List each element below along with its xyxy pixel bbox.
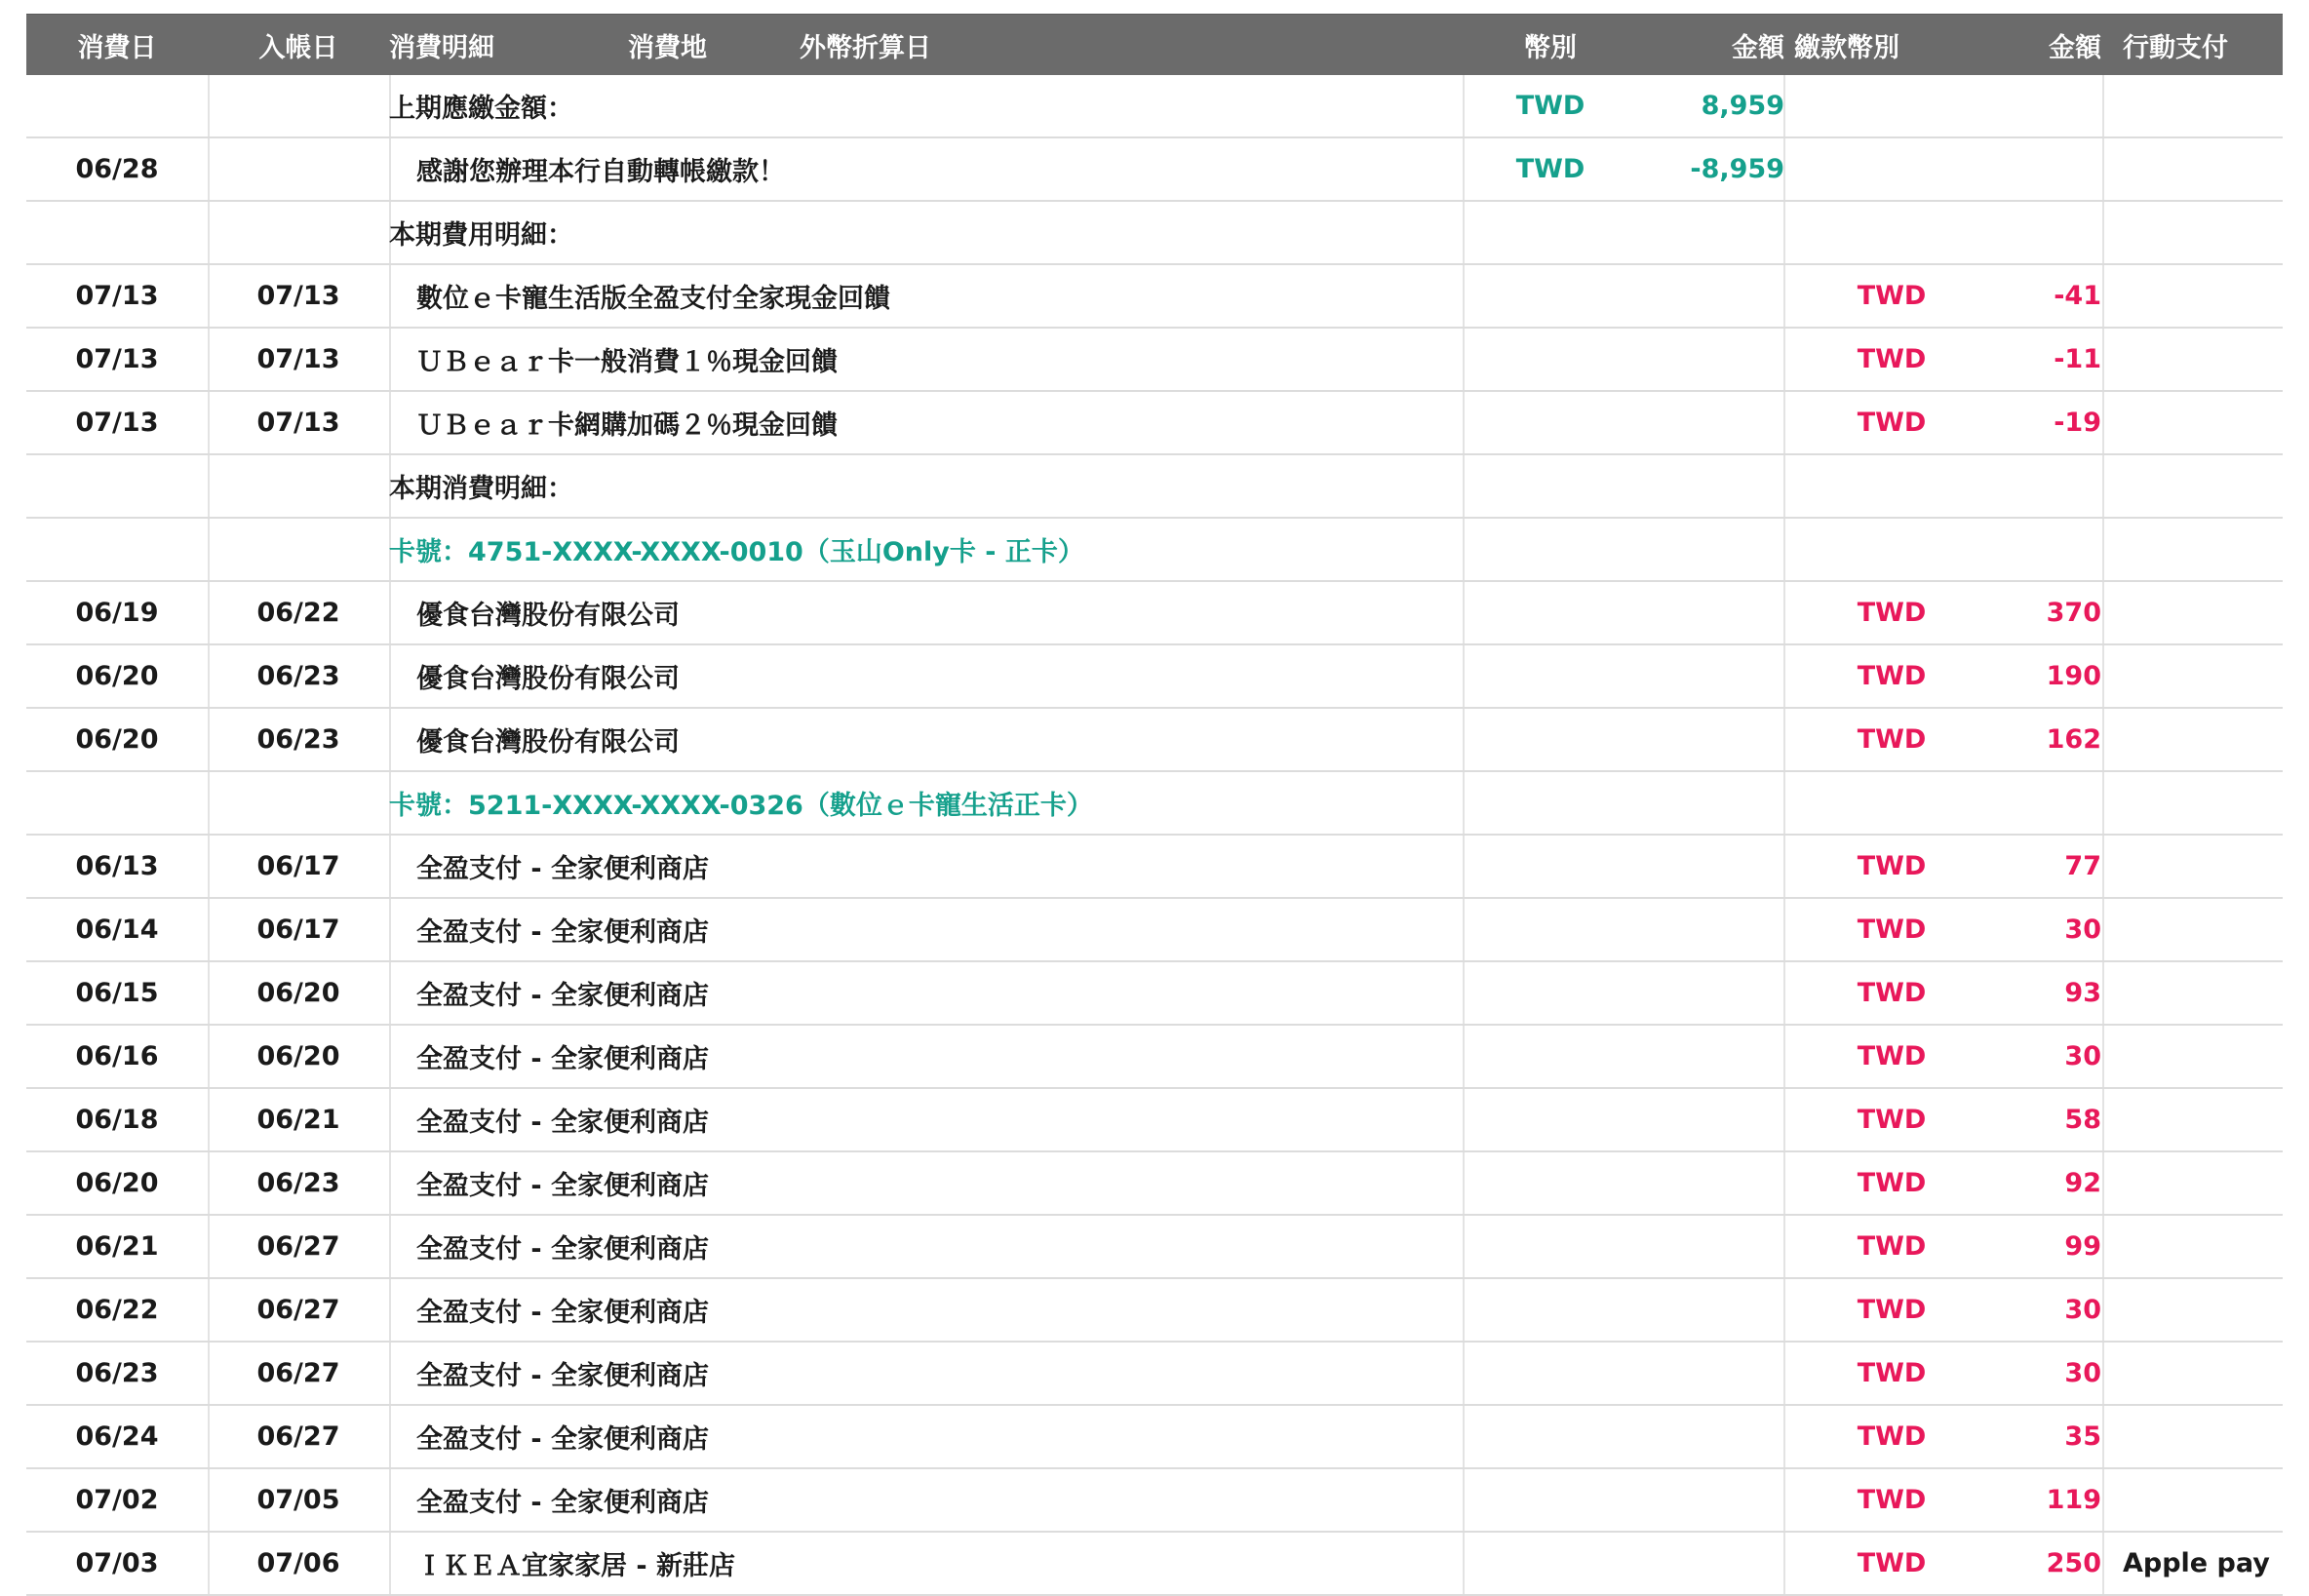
- amount: [1638, 455, 1784, 517]
- section-heading-row: [26, 455, 2283, 519]
- mobile-pay: [2123, 1469, 2279, 1531]
- description: 感謝您辦理本行自動轉帳繳款！: [416, 157, 785, 187]
- mobile-pay: [2123, 709, 2279, 770]
- payment-currency: TWD: [1857, 915, 1927, 945]
- section-heading-row: [26, 202, 2283, 265]
- currency: [1463, 1406, 1638, 1467]
- posting-date: [208, 138, 389, 200]
- payment-amount: 250: [2046, 1548, 2101, 1578]
- description: 全盈支付 - 全家便利商店: [416, 981, 710, 1011]
- payment-amount: 30: [2064, 1041, 2101, 1071]
- payment-amount: 30: [2064, 1358, 2101, 1388]
- transaction-date: 07/13: [75, 281, 159, 311]
- currency: [1463, 202, 1638, 263]
- column-divider: [2102, 1406, 2104, 1467]
- transaction-date: 06/13: [75, 851, 159, 881]
- amount: [1638, 329, 1784, 390]
- mobile-pay: [2123, 329, 2279, 390]
- column-divider: [2102, 836, 2104, 897]
- table-row: [26, 1279, 2283, 1343]
- currency: [1463, 582, 1638, 643]
- table-row: [26, 899, 2283, 962]
- amount: [1638, 1533, 1784, 1594]
- amount: [1638, 265, 1784, 327]
- mobile-pay: [2123, 1406, 2279, 1467]
- payment-currency: TWD: [1857, 598, 1927, 628]
- table-row: [26, 1026, 2283, 1089]
- description: ＵＢｅａｒ卡網購加碼２％現金回饋: [416, 410, 838, 441]
- transaction-date: 06/16: [75, 1041, 159, 1071]
- payment-currency: TWD: [1857, 978, 1927, 1008]
- column-divider: [2102, 899, 2104, 960]
- payment-amount: 30: [2064, 1295, 2101, 1325]
- mobile-pay: [2123, 1279, 2279, 1341]
- mobile-pay: [2123, 772, 2279, 834]
- table-row: [26, 1406, 2283, 1469]
- posting-date: 06/23: [256, 724, 340, 755]
- table-row: [26, 962, 2283, 1026]
- col-header-amount: 金額: [1732, 32, 1784, 63]
- posting-date: [208, 202, 389, 263]
- posting-date: 06/27: [256, 1295, 340, 1325]
- payment-amount: 35: [2064, 1421, 2101, 1452]
- payment-amount: 162: [2046, 724, 2101, 755]
- mobile-pay: [2123, 645, 2279, 707]
- currency: [1463, 899, 1638, 960]
- payment-currency: TWD: [1857, 1231, 1927, 1262]
- currency: [1463, 455, 1638, 517]
- transaction-date: [26, 202, 208, 263]
- payment-amount: 30: [2064, 915, 2101, 945]
- posting-date: 06/23: [256, 1168, 340, 1198]
- column-divider: [2102, 709, 2104, 770]
- posting-date: 06/27: [256, 1358, 340, 1388]
- payment-currency: TWD: [1857, 1358, 1927, 1388]
- col-header-transaction-date: 消費日: [77, 32, 157, 63]
- description: 全盈支付 - 全家便利商店: [416, 1234, 710, 1265]
- column-divider: [389, 1533, 391, 1594]
- amount: [1638, 202, 1784, 263]
- payment-amount: [1960, 519, 2101, 580]
- column-divider: [389, 1406, 391, 1467]
- column-divider: [2102, 1533, 2104, 1594]
- currency: TWD: [1515, 91, 1585, 121]
- amount: 8,959: [1701, 91, 1784, 121]
- transaction-date: [26, 772, 208, 834]
- mobile-pay: [2123, 1152, 2279, 1214]
- column-divider: [2102, 1152, 2104, 1214]
- column-divider: [2102, 772, 2104, 834]
- payment-currency: TWD: [1857, 1421, 1927, 1452]
- column-divider: [2102, 455, 2104, 517]
- transaction-date: 06/22: [75, 1295, 159, 1325]
- col-header-fx-date: 外幣折算日: [800, 32, 931, 63]
- col-header-mobile-pay: 行動支付: [2123, 32, 2228, 63]
- table-row: [26, 836, 2283, 899]
- currency: [1463, 519, 1638, 580]
- mobile-pay: [2123, 138, 2279, 200]
- currency: [1463, 709, 1638, 770]
- mobile-pay: [2123, 1026, 2279, 1087]
- col-header-posting-date: 入帳日: [258, 32, 338, 63]
- currency: [1463, 1152, 1638, 1214]
- column-divider: [389, 1026, 391, 1087]
- payment-currency: TWD: [1857, 281, 1927, 311]
- posting-date: 07/05: [256, 1485, 340, 1515]
- payment-currency: TWD: [1857, 724, 1927, 755]
- column-divider: [389, 1216, 391, 1277]
- transaction-date: 06/18: [75, 1105, 159, 1135]
- payment-amount: 119: [2046, 1485, 2101, 1515]
- description: ＵＢｅａｒ卡一般消費１％現金回饋: [416, 347, 838, 377]
- currency: [1463, 1279, 1638, 1341]
- payment-amount: 77: [2064, 851, 2101, 881]
- currency: [1463, 1343, 1638, 1404]
- description: 數位ｅ卡寵生活版全盈支付全家現金回饋: [416, 284, 890, 314]
- currency: [1463, 1469, 1638, 1531]
- posting-date: 07/13: [256, 344, 340, 374]
- description: 本期費用明細：: [389, 220, 573, 251]
- payment-currency: TWD: [1857, 1295, 1927, 1325]
- mobile-pay: [2123, 75, 2279, 136]
- description: 全盈支付 - 全家便利商店: [416, 1361, 710, 1391]
- description: 全盈支付 - 全家便利商店: [416, 1424, 710, 1455]
- payment-amount: -19: [2054, 408, 2101, 438]
- posting-date: 06/22: [256, 598, 340, 628]
- col-header-location: 消費地: [628, 32, 707, 63]
- payment-currency: TWD: [1857, 344, 1927, 374]
- col-header-payment-currency: 繳款幣別: [1794, 32, 1899, 63]
- table-row: [26, 329, 2283, 392]
- mobile-pay: [2123, 1343, 2279, 1404]
- description: 全盈支付 - 全家便利商店: [416, 1108, 710, 1138]
- table-row: [26, 1152, 2283, 1216]
- description: ＩＫＥＡ宜家家居 - 新莊店: [416, 1551, 736, 1581]
- column-divider: [389, 329, 391, 390]
- column-divider: [2102, 329, 2104, 390]
- posting-date: 07/06: [256, 1548, 340, 1578]
- amount: [1638, 582, 1784, 643]
- card-group-row: [26, 772, 2283, 836]
- column-divider: [389, 962, 391, 1024]
- posting-date: 06/20: [256, 1041, 340, 1071]
- column-divider: [2102, 265, 2104, 327]
- payment-amount: [1960, 202, 2101, 263]
- mobile-pay: [2123, 202, 2279, 263]
- transaction-date: 07/13: [75, 408, 159, 438]
- description: 本期消費明細：: [389, 474, 573, 504]
- description: 優食台灣股份有限公司: [416, 664, 680, 694]
- column-divider: [2102, 75, 2104, 136]
- payment-currency: TWD: [1857, 1168, 1927, 1198]
- previous-balance-row: [26, 75, 2283, 138]
- payment-amount: [1960, 455, 2101, 517]
- column-divider: [2102, 138, 2104, 200]
- transaction-date: 06/23: [75, 1358, 159, 1388]
- description: 全盈支付 - 全家便利商店: [416, 917, 710, 948]
- amount: [1638, 1469, 1784, 1531]
- transaction-date: 07/02: [75, 1485, 159, 1515]
- table-row: [26, 582, 2283, 645]
- payment-amount: 93: [2064, 978, 2101, 1008]
- transaction-date: 06/24: [75, 1421, 159, 1452]
- table-row: [26, 645, 2283, 709]
- description: 全盈支付 - 全家便利商店: [416, 1488, 710, 1518]
- amount: [1638, 1216, 1784, 1277]
- payment-currency: TWD: [1857, 1041, 1927, 1071]
- amount: -8,959: [1690, 154, 1784, 184]
- description: 全盈支付 - 全家便利商店: [416, 1171, 710, 1201]
- column-divider: [2102, 582, 2104, 643]
- currency: [1463, 836, 1638, 897]
- column-divider: [2102, 1216, 2104, 1277]
- column-divider: [2102, 1343, 2104, 1404]
- payment-amount: 190: [2046, 661, 2101, 691]
- currency: [1463, 265, 1638, 327]
- mobile-pay: [2123, 455, 2279, 517]
- column-divider: [389, 899, 391, 960]
- amount: [1638, 836, 1784, 897]
- mobile-pay: [2123, 836, 2279, 897]
- transaction-date: 06/21: [75, 1231, 159, 1262]
- col-header-currency: 幣別: [1524, 32, 1577, 63]
- amount: [1638, 1279, 1784, 1341]
- posting-date: 06/20: [256, 978, 340, 1008]
- mobile-pay: [2123, 582, 2279, 643]
- currency: [1463, 1533, 1638, 1594]
- payment-currency: TWD: [1857, 1485, 1927, 1515]
- card-group-row: [26, 519, 2283, 582]
- payment-currency: TWD: [1857, 1105, 1927, 1135]
- payment-amount: -11: [2054, 344, 2101, 374]
- payment-currency: TWD: [1857, 408, 1927, 438]
- col-header-payment-amount: 金額: [2049, 32, 2101, 63]
- currency: [1463, 645, 1638, 707]
- transaction-date: 06/20: [75, 724, 159, 755]
- table-row: [26, 1089, 2283, 1152]
- column-divider: [2102, 645, 2104, 707]
- mobile-pay: [2123, 1089, 2279, 1150]
- posting-date: 06/27: [256, 1421, 340, 1452]
- description: 上期應繳金額：: [389, 94, 573, 124]
- column-divider: [2102, 1089, 2104, 1150]
- payment-amount: -41: [2054, 281, 2101, 311]
- column-divider: [2102, 1026, 2104, 1087]
- posting-date: [208, 75, 389, 136]
- transaction-date: 06/20: [75, 1168, 159, 1198]
- currency: [1463, 329, 1638, 390]
- mobile-pay: [2123, 392, 2279, 453]
- description: 全盈支付 - 全家便利商店: [416, 1044, 710, 1074]
- posting-date: [208, 772, 389, 834]
- payment-row: [26, 138, 2283, 202]
- description: 卡號：5211-XXXX-XXXX-0326（數位ｅ卡寵生活正卡）: [389, 791, 1093, 821]
- amount: [1638, 1152, 1784, 1214]
- statement-table: [26, 14, 2283, 1596]
- column-divider: [389, 1152, 391, 1214]
- amount: [1638, 1026, 1784, 1087]
- posting-date: 07/13: [256, 408, 340, 438]
- table-row: [26, 392, 2283, 455]
- mobile-pay: [2123, 265, 2279, 327]
- col-header-description: 消費明細: [389, 32, 494, 63]
- description: 優食台灣股份有限公司: [416, 727, 680, 758]
- column-divider: [2102, 519, 2104, 580]
- table-row: [26, 265, 2283, 329]
- column-divider: [2102, 202, 2104, 263]
- description: 卡號：4751-XXXX-XXXX-0010（玉山Only卡 - 正卡）: [389, 537, 1084, 567]
- mobile-pay: Apple pay: [2123, 1548, 2270, 1578]
- description: 全盈支付 - 全家便利商店: [416, 1298, 710, 1328]
- table-header: [26, 14, 2283, 75]
- payment-amount: 92: [2064, 1168, 2101, 1198]
- amount: [1638, 899, 1784, 960]
- transaction-date: 06/20: [75, 661, 159, 691]
- column-divider: [2102, 1279, 2104, 1341]
- transaction-date: 07/03: [75, 1548, 159, 1578]
- table-row: [26, 709, 2283, 772]
- transaction-date: [26, 519, 208, 580]
- posting-date: [208, 519, 389, 580]
- mobile-pay: [2123, 899, 2279, 960]
- column-divider: [389, 709, 391, 770]
- column-divider: [389, 138, 391, 200]
- column-divider: [389, 1279, 391, 1341]
- payment-amount: 58: [2064, 1105, 2101, 1135]
- posting-date: 06/17: [256, 915, 340, 945]
- column-divider: [2102, 392, 2104, 453]
- transaction-date: 07/13: [75, 344, 159, 374]
- transaction-date: 06/28: [75, 154, 159, 184]
- column-divider: [2102, 962, 2104, 1024]
- amount: [1638, 962, 1784, 1024]
- amount: [1638, 772, 1784, 834]
- posting-date: 07/13: [256, 281, 340, 311]
- transaction-date: 06/19: [75, 598, 159, 628]
- transaction-date: 06/15: [75, 978, 159, 1008]
- currency: TWD: [1515, 154, 1585, 184]
- table-row: [26, 1216, 2283, 1279]
- currency: [1463, 1089, 1638, 1150]
- currency: [1463, 772, 1638, 834]
- column-divider: [389, 836, 391, 897]
- amount: [1638, 1406, 1784, 1467]
- column-divider: [389, 265, 391, 327]
- currency: [1463, 1026, 1638, 1087]
- column-divider: [389, 1343, 391, 1404]
- mobile-pay: [2123, 962, 2279, 1024]
- description: 優食台灣股份有限公司: [416, 601, 680, 631]
- table-body: [26, 75, 2283, 1596]
- description: 全盈支付 - 全家便利商店: [416, 854, 710, 884]
- posting-date: 06/17: [256, 851, 340, 881]
- currency: [1463, 392, 1638, 453]
- payment-currency: TWD: [1857, 851, 1927, 881]
- column-divider: [2102, 1469, 2104, 1531]
- transaction-date: [26, 75, 208, 136]
- mobile-pay: [2123, 519, 2279, 580]
- table-row: [26, 1469, 2283, 1533]
- column-divider: [389, 645, 391, 707]
- posting-date: 06/23: [256, 661, 340, 691]
- currency: [1463, 1216, 1638, 1277]
- payment-amount: 370: [2046, 598, 2101, 628]
- table-row: [26, 1533, 2283, 1596]
- transaction-date: [26, 455, 208, 517]
- column-divider: [389, 582, 391, 643]
- amount: [1638, 709, 1784, 770]
- amount: [1638, 1343, 1784, 1404]
- posting-date: 06/27: [256, 1231, 340, 1262]
- payment-amount: [1960, 772, 2101, 834]
- amount: [1638, 519, 1784, 580]
- table-row: [26, 1343, 2283, 1406]
- currency: [1463, 962, 1638, 1024]
- column-divider: [389, 1089, 391, 1150]
- mobile-pay: [2123, 1216, 2279, 1277]
- amount: [1638, 645, 1784, 707]
- transaction-date: 06/14: [75, 915, 159, 945]
- payment-amount: 99: [2064, 1231, 2101, 1262]
- amount: [1638, 392, 1784, 453]
- payment-currency: TWD: [1857, 661, 1927, 691]
- amount: [1638, 1089, 1784, 1150]
- posting-date: 06/21: [256, 1105, 340, 1135]
- payment-currency: TWD: [1857, 1548, 1927, 1578]
- column-divider: [389, 392, 391, 453]
- column-divider: [389, 1469, 391, 1531]
- payment-amount: [1960, 75, 2101, 136]
- posting-date: [208, 455, 389, 517]
- payment-amount: [1960, 138, 2101, 200]
